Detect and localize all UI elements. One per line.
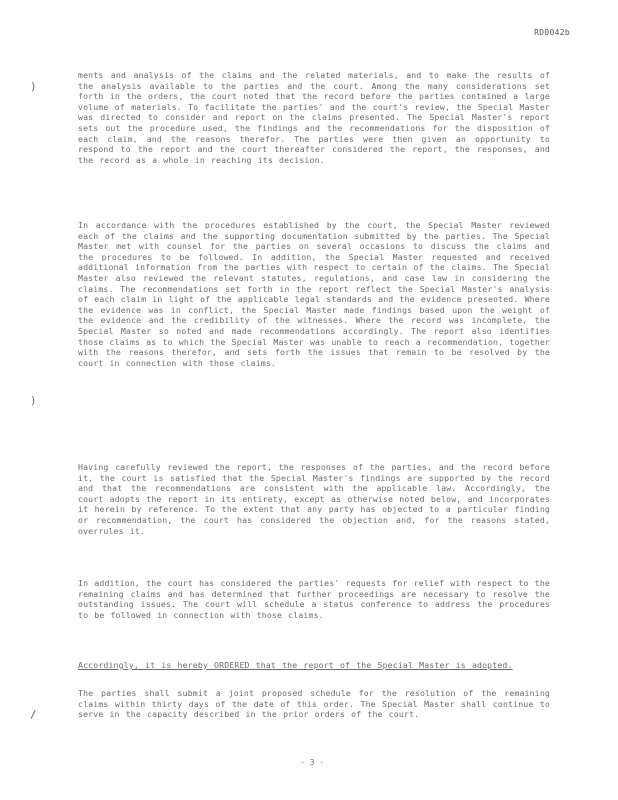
paragraph-6: The parties shall submit a joint proposed schedule for the resolution of the remaining claims within thirty days of the date of this order. The Special Master shall continue to serve in the capacity described in the prior orders of the court. — [78, 688, 550, 720]
paragraph-2: In accordance with the procedures established by the court, the Special Master reviewed each of the claims and the supporting documentation submitted by the parties. The Special Master met with counsel for the parties on several occasions to discuss the claims and the procedures to be followed. In addition, the Special Master requested and received additional information from the parties with respect to certain of the claims. The Special Master also reviewed the relevant statutes, regulations, and case law in considering the claims. The recommendations set forth in the report reflect the Special Master's analysis of each claim in light of the applicable legal standards and the evidence presented. Where the evidence was in conflict, the Special Master made findings based upon the weight of the evidence and the credibility of the witnesses. Where the record was incomplete, the Special Master so noted and made recommendations accordingly. The report also identifies those claims as to which the Special Master was unable to reach a recommendation, together with the reasons therefor, and sets forth the issues that remain to be resolved by the court in connection with those claims. — [78, 220, 550, 368]
paragraph-1: ments and analysis of the claims and the related materials, and to make the results of the analysis available to the parties and the court. Among the many considerations set forth in the orders, the court noted that the record before the parties contained a large volume of materials. To facilitate the parties' and the court's review, the Special Master was directed to consider and report on the claims presented. The Special Master's report sets out the procedure used, the findings and the recommendations for the disposition of each claim, and the reasons therefor. The parties were then given an opportunity to respond to the report and the court thereafter considered the report, the responses, and the record as a whole in reaching its decision. — [78, 70, 550, 165]
document-id: RD0042b — [534, 28, 570, 37]
margin-mark-icon: ) — [30, 80, 37, 93]
page-number: - 3 - — [300, 758, 325, 767]
paragraph-3: Having carefully reviewed the report, the responses of the parties, and the record before it, the court is satisfied that the Special Master's findings are supported by the record and that the recommendations are consistent with the applicable law. Accordingly, the court adopts the report in its entirety, except as otherwise noted below, and incorporates it herein by reference. To the extent that any party has objected to a particular finding or recommendation, the court has considered the objection and, for the reasons stated, overrules it. — [78, 462, 550, 536]
paragraph-5: Accordingly, it is hereby ORDERED that the report of the Special Master is adopted. — [78, 660, 513, 670]
paragraph-4: In addition, the court has considered the parties' requests for relief with respect to the remaining claims and has determined that further proceedings are necessary to resolve the outstanding issues. The court will schedule a status conference to address the procedures to be followed in connection with those claims. — [78, 578, 550, 620]
margin-mark-icon: / — [30, 708, 37, 721]
margin-mark-icon: ) — [30, 394, 37, 407]
